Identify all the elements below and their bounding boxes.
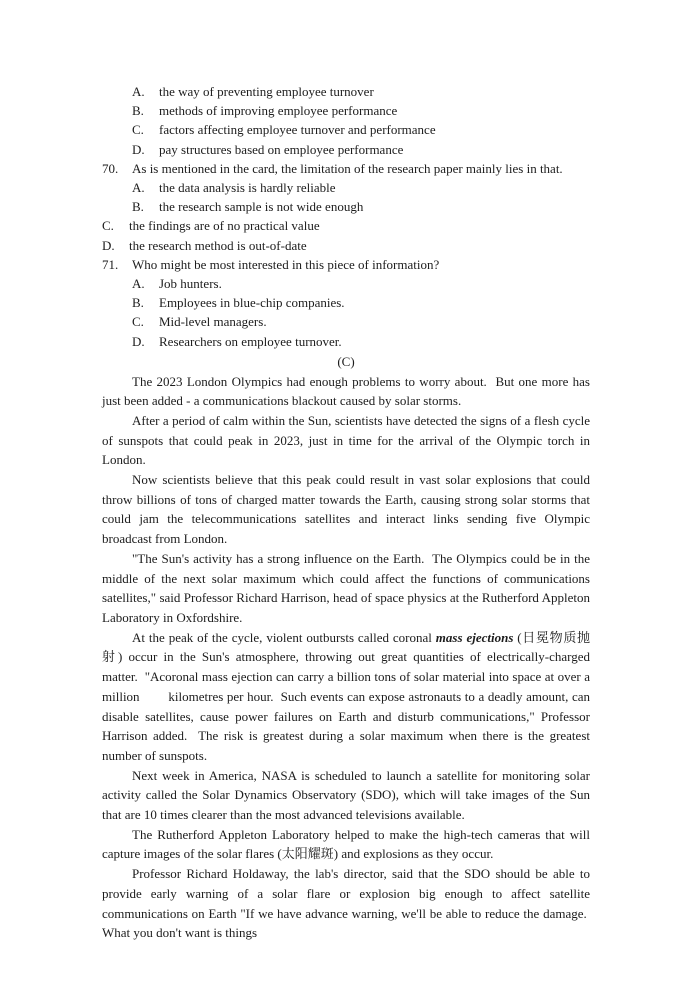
question-row-71 <box>102 255 590 274</box>
passage-paragraph <box>102 825 590 864</box>
option-letter: D. <box>132 333 145 349</box>
option-letter: D. <box>132 141 145 157</box>
option-letter: A. <box>132 276 145 292</box>
reading-passage <box>102 372 590 943</box>
option-row <box>102 120 590 139</box>
option-row <box>102 332 590 351</box>
option-text: the way of preventing employee turnover <box>159 84 374 99</box>
option-text: the data analysis is hardly reliable <box>159 180 336 196</box>
paragraph-text: The 2023 London Olympics had enough problems to worry about. But one more has just been added - a communications blackout caused by solar storms. <box>102 373 590 409</box>
option-text: Researchers on employee turnover. <box>159 333 342 349</box>
option-text: the research method is out-of-date <box>129 237 307 253</box>
question-row-70 <box>102 159 590 178</box>
option-letter: B. <box>132 295 144 311</box>
option-text: methods of improving employee performance <box>159 103 398 119</box>
option-letter: C. <box>102 218 114 234</box>
option-row <box>102 293 590 312</box>
paragraph-text: After a period of calm within the Sun, scientists have detected the signs of a flesh cycle of sunspots that could peak in 2023, just in time for the arrival of the Olympic torch in London. <box>102 412 590 468</box>
option-text: Mid-level managers. <box>159 314 267 330</box>
option-row <box>102 312 590 331</box>
question-number: 70. <box>102 160 119 176</box>
question-text: Who might be most interested in this piece of information? <box>132 256 440 272</box>
option-row <box>102 82 590 101</box>
option-row <box>102 274 590 293</box>
option-text: Job hunters. <box>159 276 222 292</box>
passage-paragraph <box>102 766 590 825</box>
passage-paragraph <box>102 549 590 628</box>
option-letter: A. <box>132 84 145 99</box>
passage-paragraph <box>102 372 590 411</box>
option-row <box>102 140 590 159</box>
paragraph-text: "The Sun's activity has a strong influence on the Earth. The Olympics could be in the middle of the next solar maximum which could affect the functions of communications satellites," said Professor Richard Harrison, head of space physics at the Rutherford Appleton Laboratory in Oxfordshire. <box>102 550 590 625</box>
passage-section-label: (C) <box>337 353 355 369</box>
passage-paragraph <box>102 864 590 943</box>
questions-section <box>102 82 590 351</box>
option-letter: A. <box>132 180 145 196</box>
paragraph-text: The Rutherford Appleton Laboratory helped to make the high-tech cameras that will capture images of the solar flares (太阳耀斑) and explosions as they occur. <box>102 826 590 862</box>
option-letter: C. <box>132 314 144 330</box>
option-letter: B. <box>132 199 144 215</box>
option-text: Employees in blue-chip companies. <box>159 295 345 311</box>
option-row <box>102 216 590 235</box>
glossed-term: mass ejections <box>435 629 514 645</box>
passage-paragraph <box>102 470 590 549</box>
paragraph-text: Next week in America, NASA is scheduled to launch a satellite for monitoring solar activity called the Solar Dynamics Observatory (SDO), which will take images of the Sun that are 10 times clearer than the most advanced televisions available. <box>102 767 590 823</box>
paragraph-text: Now scientists believe that this peak could result in vast solar explosions that could throw billions of tons of charged matter towards the Earth, causing strong solar storms that could jam the telecommunications satellites and interact links sending five Olympic broadcast from London. <box>102 472 590 547</box>
paragraph-text: (日冕物质抛射) occur in the Sun's atmosphere, throwing out great quantities of electrically-charged matter. "Acoronal mass ejection can carry a billion tons of solar material into space at over a million kilometres per hour. Such events can expose astronauts to a deadly amount, can disable satellites, cause power failures on Earth and disturb communications," Professor Harrison added. The risk is greatest during a solar maximum when there is the greatest number of sunspots. <box>102 629 590 763</box>
option-row <box>102 178 590 197</box>
question-number: 71. <box>102 256 119 272</box>
question-text: As is mentioned in the card, the limitation of the research paper mainly lies in that. <box>132 160 563 176</box>
passage-paragraph <box>102 411 590 470</box>
option-letter: B. <box>132 103 144 119</box>
option-letter: D. <box>102 237 115 253</box>
passage-paragraph <box>102 628 590 766</box>
paragraph-text: At the peak of the cycle, violent outbursts called coronal <box>132 629 436 645</box>
option-row <box>102 101 590 120</box>
option-letter: C. <box>132 122 144 138</box>
option-text: the findings are of no practical value <box>129 218 320 234</box>
option-text: the research sample is not wide enough <box>159 199 364 215</box>
paragraph-text: Professor Richard Holdaway, the lab's director, said that the SDO should be able to provide early warning of a solar flare or explosion big enough to affect satellite communications on Earth "If we have advance warning, we'll be able to reduce the damage. What you don't want is things <box>102 866 590 941</box>
option-text: factors affecting employee turnover and performance <box>159 122 436 138</box>
option-row <box>102 197 590 216</box>
option-row <box>102 236 590 255</box>
option-text: pay structures based on employee performance <box>159 141 404 157</box>
